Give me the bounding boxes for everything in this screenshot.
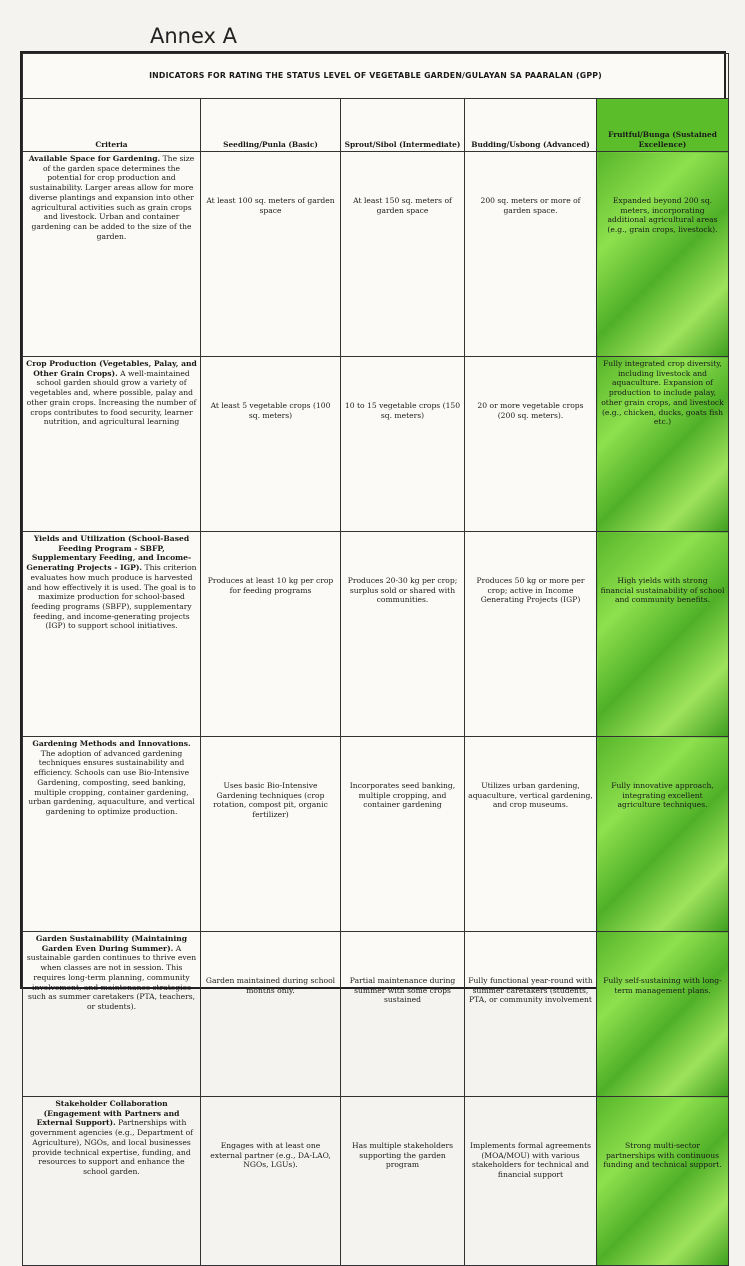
basic-cell: At least 100 sq. meters of garden space [201,152,341,357]
basic-cell: Engages with at least one external partner (e.g., DA-LAO, NGOs, LGUs). [201,1097,341,1266]
advanced-cell: Produces 50 kg or more per crop; active in Income Generating Projects (IGP) [465,532,597,737]
table-row [23,357,729,532]
table-row [23,737,729,932]
criteria-title: Yields and Utilization (School-Based Feeding Program - SBFP, Supplementary Feeding, and Income-Generating Projects - IGP). [26,534,192,573]
table-row [23,932,729,1097]
header-excellence: Fruitful/Bunga (Sustained Excellence) [597,99,729,152]
header-criteria: Criteria [23,99,201,152]
criteria-desc: A well-maintained school garden should grow a variety of vegetables and, where possible, palay and other grain crops. Increasing the number of crops contributes to food security, learner nutrition, and agricultural learning [26,368,197,427]
header-advanced: Budding/Usbong (Advanced) [465,99,597,152]
criteria-cell [23,932,201,1097]
criteria-desc: Partnerships with government agencies (e.g., Department of Agriculture), NGOs, and local businesses provide technical expertise, funding, and resources to support and enhance the school garden. [29,1118,194,1177]
criteria-desc: The adoption of advanced gardening techniques ensures sustainability and efficiency. Schools can use Bio-Intensive Gardening, composting, seed banking, multiple cropping, container gardening, urban gardening, aquaculture, and vertical gardening to optimize production. [28,748,195,817]
header-intermediate: Sprout/Sibol (Intermediate) [341,99,465,152]
criteria-title: Available Space for Gardening. [28,154,161,163]
basic-cell: At least 5 vegetable crops (100 sq. meters) [201,357,341,532]
intermediate-cell: 10 to 15 vegetable crops (150 sq. meters) [341,357,465,532]
basic-cell: Garden maintained during school months only. [201,932,341,1097]
excellence-cell: Strong multi-sector partnerships with continuous funding and technical support. [597,1097,729,1266]
advanced-cell: 20 or more vegetable crops (200 sq. meters). [465,357,597,532]
intermediate-cell: Incorporates seed banking, multiple cropping, and container gardening [341,737,465,932]
basic-cell: Produces at least 10 kg per crop for feeding programs [201,532,341,737]
table-row [23,532,729,737]
intermediate-cell: At least 150 sq. meters of garden space [341,152,465,357]
excellence-cell: Fully self-sustaining with long-term management plans. [597,932,729,1097]
table-row [23,1097,729,1266]
intermediate-cell: Produces 20-30 kg per crop; surplus sold or shared with communities. [341,532,465,737]
criteria-cell [23,737,201,932]
intermediate-cell: Partial maintenance during summer with some crops sustained [341,932,465,1097]
table-row [23,152,729,357]
criteria-desc: This criterion evaluates how much produce is harvested and how effectively it is used. The goal is to maximize production for school-based feeding programs (SBFP), supplementary feeding, and income-generating projects (IGP) to support school initiatives. [27,563,197,631]
advanced-cell: 200 sq. meters or more of garden space. [465,152,597,357]
table-title: INDICATORS FOR RATING THE STATUS LEVEL OF VEGETABLE GARDEN/GULAYAN SA PAARALAN (GPP) [23,54,729,99]
advanced-cell: Fully functional year-round with summer caretakers (students, PTA, or community involvement [465,932,597,1097]
header-basic: Seedling/Punla (Basic) [201,99,341,152]
excellence-cell: Fully integrated crop diversity, including livestock and aquaculture. Expansion of production to include palay, other grain crops, and livestock (e.g., chicken, ducks, goats fish etc.) [597,357,729,532]
advanced-cell: Implements formal agreements (MOA/MOU) with various stakeholders for technical and financial support [465,1097,597,1266]
basic-cell: Uses basic Bio-Intensive Gardening techniques (crop rotation, compost pit, organic fertilizer) [201,737,341,932]
criteria-title: Crop Production (Vegetables, Palay, and Other Grain Crops). [26,359,197,378]
criteria-cell [23,357,201,532]
criteria-cell [23,1097,201,1266]
criteria-title: Stakeholder Collaboration (Engagement with Partners and External Support). [36,1099,180,1128]
indicator-table-sheet [20,51,726,1180]
criteria-desc: A sustainable garden continues to thrive even when classes are not in session. This requires long-term planning, community involvement, and maintenance strategies such as summer caretakers (PTA, teachers, or students). [26,943,197,1012]
excellence-cell: Fully innovative approach, integrating excellent agriculture techniques. [597,737,729,932]
indicator-table [22,53,729,1266]
excellence-cell: High yields with strong financial sustainability of school and community benefits. [597,532,729,737]
advanced-cell: Utilizes urban gardening, aquaculture, vertical gardening, and crop museums. [465,737,597,932]
criteria-cell [23,152,201,357]
criteria-desc: The size of the garden space determines the potential for crop production and sustainability. Larger areas allow for more diverse plantings and expansion into other agricultural activities such as grain crops and livestock. Urban and container gardening can be added to the size of the garden. [29,154,195,241]
excellence-cell: Expanded beyond 200 sq. meters, incorporating additional agricultural areas (e.g., grain crops, livestock). [597,152,729,357]
criteria-title: Gardening Methods and Innovations. [32,739,191,748]
criteria-cell [23,532,201,737]
annex-label: Annex A [150,24,238,48]
intermediate-cell: Has multiple stakeholders supporting the garden program [341,1097,465,1266]
header-row [23,99,729,152]
criteria-title: Garden Sustainability (Maintaining Garden Even During Summer). [35,934,188,953]
